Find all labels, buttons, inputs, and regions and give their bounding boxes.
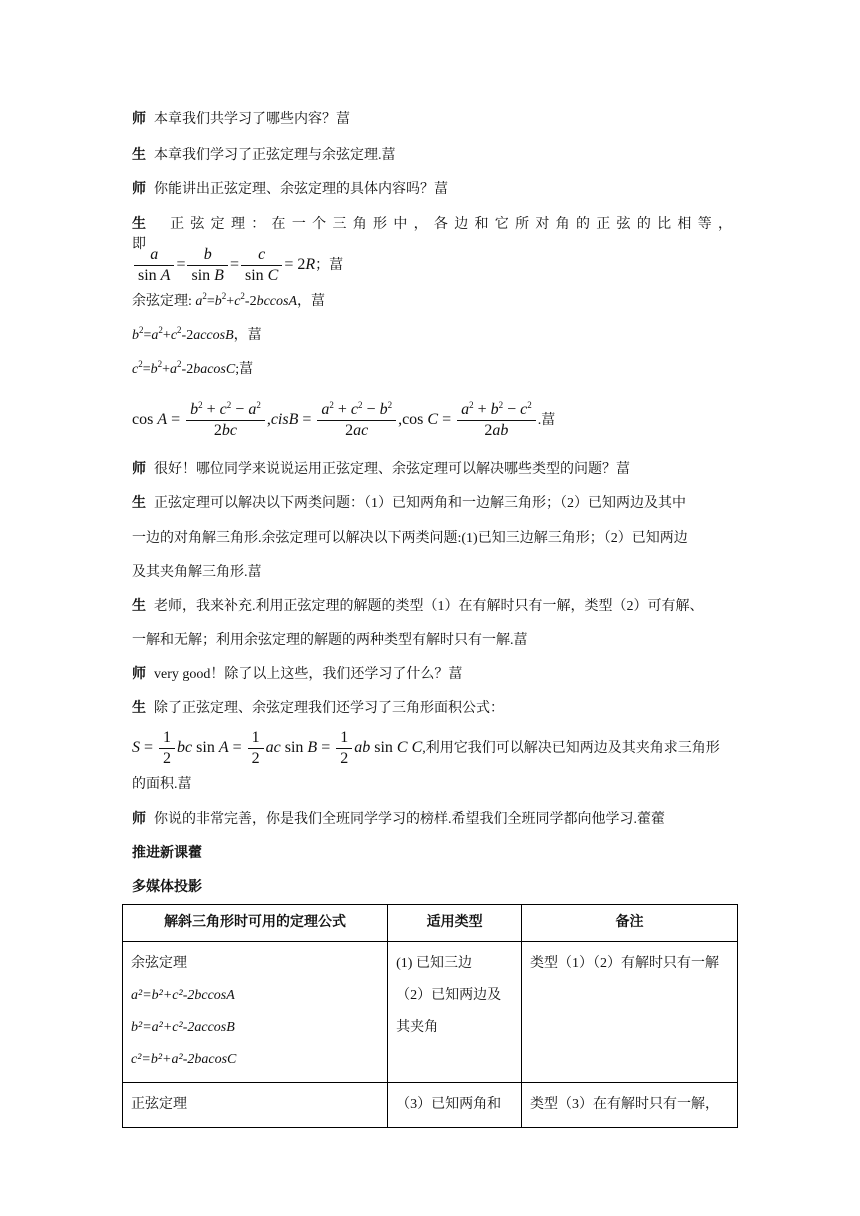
speaker-student: 生	[132, 701, 146, 716]
dialogue-text: 很好！哪位同学来说说运用正弦定理、余弦定理可以解决哪些类型的问题？葍	[154, 462, 630, 477]
dialogue-text: very good！除了以上这些，我们还学习了什么？葍	[154, 667, 463, 682]
table-row	[123, 942, 738, 1083]
type-text: （2）已知两边及	[396, 988, 502, 1003]
fraction: $\frac{a^2 + c^2 - b^2}{2ac}$	[317, 400, 396, 441]
table-header: 解斜三角形时可用的定理公式	[123, 905, 388, 942]
speaker-student: 生	[132, 496, 146, 511]
table-cell	[522, 1083, 738, 1128]
cosine-rule-c: $c^2=b^2+a^2-2bacosC$;葍	[132, 359, 254, 377]
speaker-student: 生	[132, 599, 146, 614]
note-text: 类型（3）在有解时只有一解，	[530, 1097, 720, 1112]
sine-rule-formula: $\frac{a}{\text{sin A}}$ = $\frac{b}{\text{sin B}}$ = $\frac{c}{\text{sin C}}$ = 2R；葍	[132, 243, 738, 287]
fraction: $\frac{a}{\text{sin A}}$	[134, 245, 174, 286]
section-heading: 推进新课藿	[132, 846, 202, 861]
type-text: (1) 已知三边	[396, 956, 472, 971]
type-text: （3）已知两角和	[396, 1097, 502, 1112]
dialogue-line	[132, 180, 738, 200]
dialogue-continuation: 及其夹角解三角形.葍	[132, 565, 262, 580]
dialogue-text: 你说的非常完善，你是我们全班同学学习的榜样.希望我们全班同学都向他学习.藿藿	[154, 812, 665, 827]
theorem-name: 余弦定理	[131, 956, 187, 971]
fraction: $\frac{1}{2}$	[248, 728, 264, 769]
dialogue-text: 正弦定理可以解决以下两类问题：（1）已知两角和一边解三角形；（2）已知两边及其中	[154, 496, 686, 511]
formula-tail: ,利用它我们可以解决已知两边及其夹角求三角形	[422, 741, 720, 756]
speaker-teacher: 师	[132, 112, 146, 127]
table-header: 备注	[522, 905, 738, 942]
fraction: $\frac{a^2 + b^2 - c^2}{2ab}$	[457, 400, 536, 441]
speaker-teacher: 师	[132, 462, 146, 477]
formula: c²=b²+a²-2bacosC	[131, 1052, 237, 1067]
dialogue-continuation: 的面积.葍	[132, 777, 192, 792]
table-cell	[123, 1083, 388, 1128]
cosine-rule-label: 余弦定理:	[132, 294, 192, 309]
theorem-table	[122, 904, 738, 1128]
table-header: 适用类型	[388, 905, 522, 942]
dialogue-line	[132, 597, 738, 617]
dialogue-line	[132, 699, 738, 719]
cosine-rule-a: 余弦定理: $a^2=b^2+c^2-2bccosA$，葍	[132, 291, 326, 309]
dialogue-continuation: 一边的对角解三角形.余弦定理可以解决以下两类问题:(1)已知三边解三角形；（2）已知两边	[132, 531, 688, 546]
table-cell	[388, 1083, 522, 1128]
fraction: $\frac{b^2 + c^2 - a^2}{2bc}$	[186, 400, 265, 441]
area-formula: S = $\frac{1}{2}$ bc sin A = $\frac{1}{2}$ ac sin B = $\frac{1}{2}$ ab sin C C,利用它我们可以解决已知两边及其夹角求三角形	[132, 728, 720, 767]
line-tail: ，葍	[297, 294, 326, 309]
line-tail: ，葍	[233, 328, 262, 343]
cosine-rule-b: $b^2=a^2+c^2-2accosB$，葍	[132, 325, 262, 343]
table-header-row	[123, 905, 738, 942]
dialogue-text: 本章我们共学习了哪些内容？葍	[154, 112, 350, 127]
dialogue-line	[132, 146, 738, 166]
dialogue-line	[132, 110, 738, 130]
line-tail: ;葍	[235, 362, 254, 377]
theorem-name: 正弦定理	[131, 1097, 187, 1112]
note-text: 类型（1）（2）有解时只有一解	[530, 956, 720, 971]
dialogue-text: 老师，我来补充.利用正弦定理的解题的类型（1）在有解时只有一解，类型（2）可有解、	[154, 599, 704, 614]
speaker-student: 生	[132, 217, 153, 232]
speaker-teacher: 师	[132, 667, 146, 682]
table-row	[123, 1083, 738, 1128]
formula-tail: .葍	[537, 413, 556, 428]
dialogue-line	[132, 665, 738, 685]
fraction: $\frac{1}{2}$	[159, 728, 175, 769]
formula: a²=b²+c²-2bccosA	[131, 988, 235, 1003]
speaker-teacher: 师	[132, 182, 146, 197]
table-cell	[123, 942, 388, 1083]
table-cell	[388, 942, 522, 1083]
dialogue-line	[132, 494, 738, 514]
dialogue-text: 本章我们学习了正弦定理与余弦定理.葍	[154, 148, 396, 163]
section-heading: 多媒体投影	[132, 880, 202, 895]
cosine-fraction-formula: cos A = $\frac{b^2 + c^2 - a^2}{2bc}$ ,cisB = $\frac{a^2 + c^2 - b^2}{2ac}$ ,cos C = $\frac{a^2 + b^2 - c^2}{2ab}$ .葍	[132, 399, 556, 439]
type-text: 其夹角	[396, 1020, 439, 1035]
speaker-teacher: 师	[132, 812, 146, 827]
fraction: $\frac{1}{2}$	[336, 728, 352, 769]
dialogue-text: 正弦定理：在一个三角形中，各边和它所对角的正弦的比相等，即	[132, 217, 739, 252]
fraction: $\frac{b}{\text{sin B}}$	[187, 245, 227, 286]
dialogue-line	[132, 460, 738, 480]
table-cell	[522, 942, 738, 1083]
dialogue-text: 除了正弦定理、余弦定理我们还学习了三角形面积公式：	[154, 701, 504, 716]
formula-tail: ；葍	[315, 258, 344, 273]
fraction: $\frac{c}{\text{sin C}}$	[241, 245, 282, 286]
dialogue-text: 你能讲出正弦定理、余弦定理的具体内容吗？葍	[154, 182, 448, 197]
speaker-student: 生	[132, 148, 146, 163]
dialogue-line	[132, 810, 738, 830]
dialogue-continuation: 一解和无解；利用余弦定理的解题的两种类型有解时只有一解.葍	[132, 633, 528, 648]
formula: b²=a²+c²-2accosB	[131, 1020, 235, 1035]
